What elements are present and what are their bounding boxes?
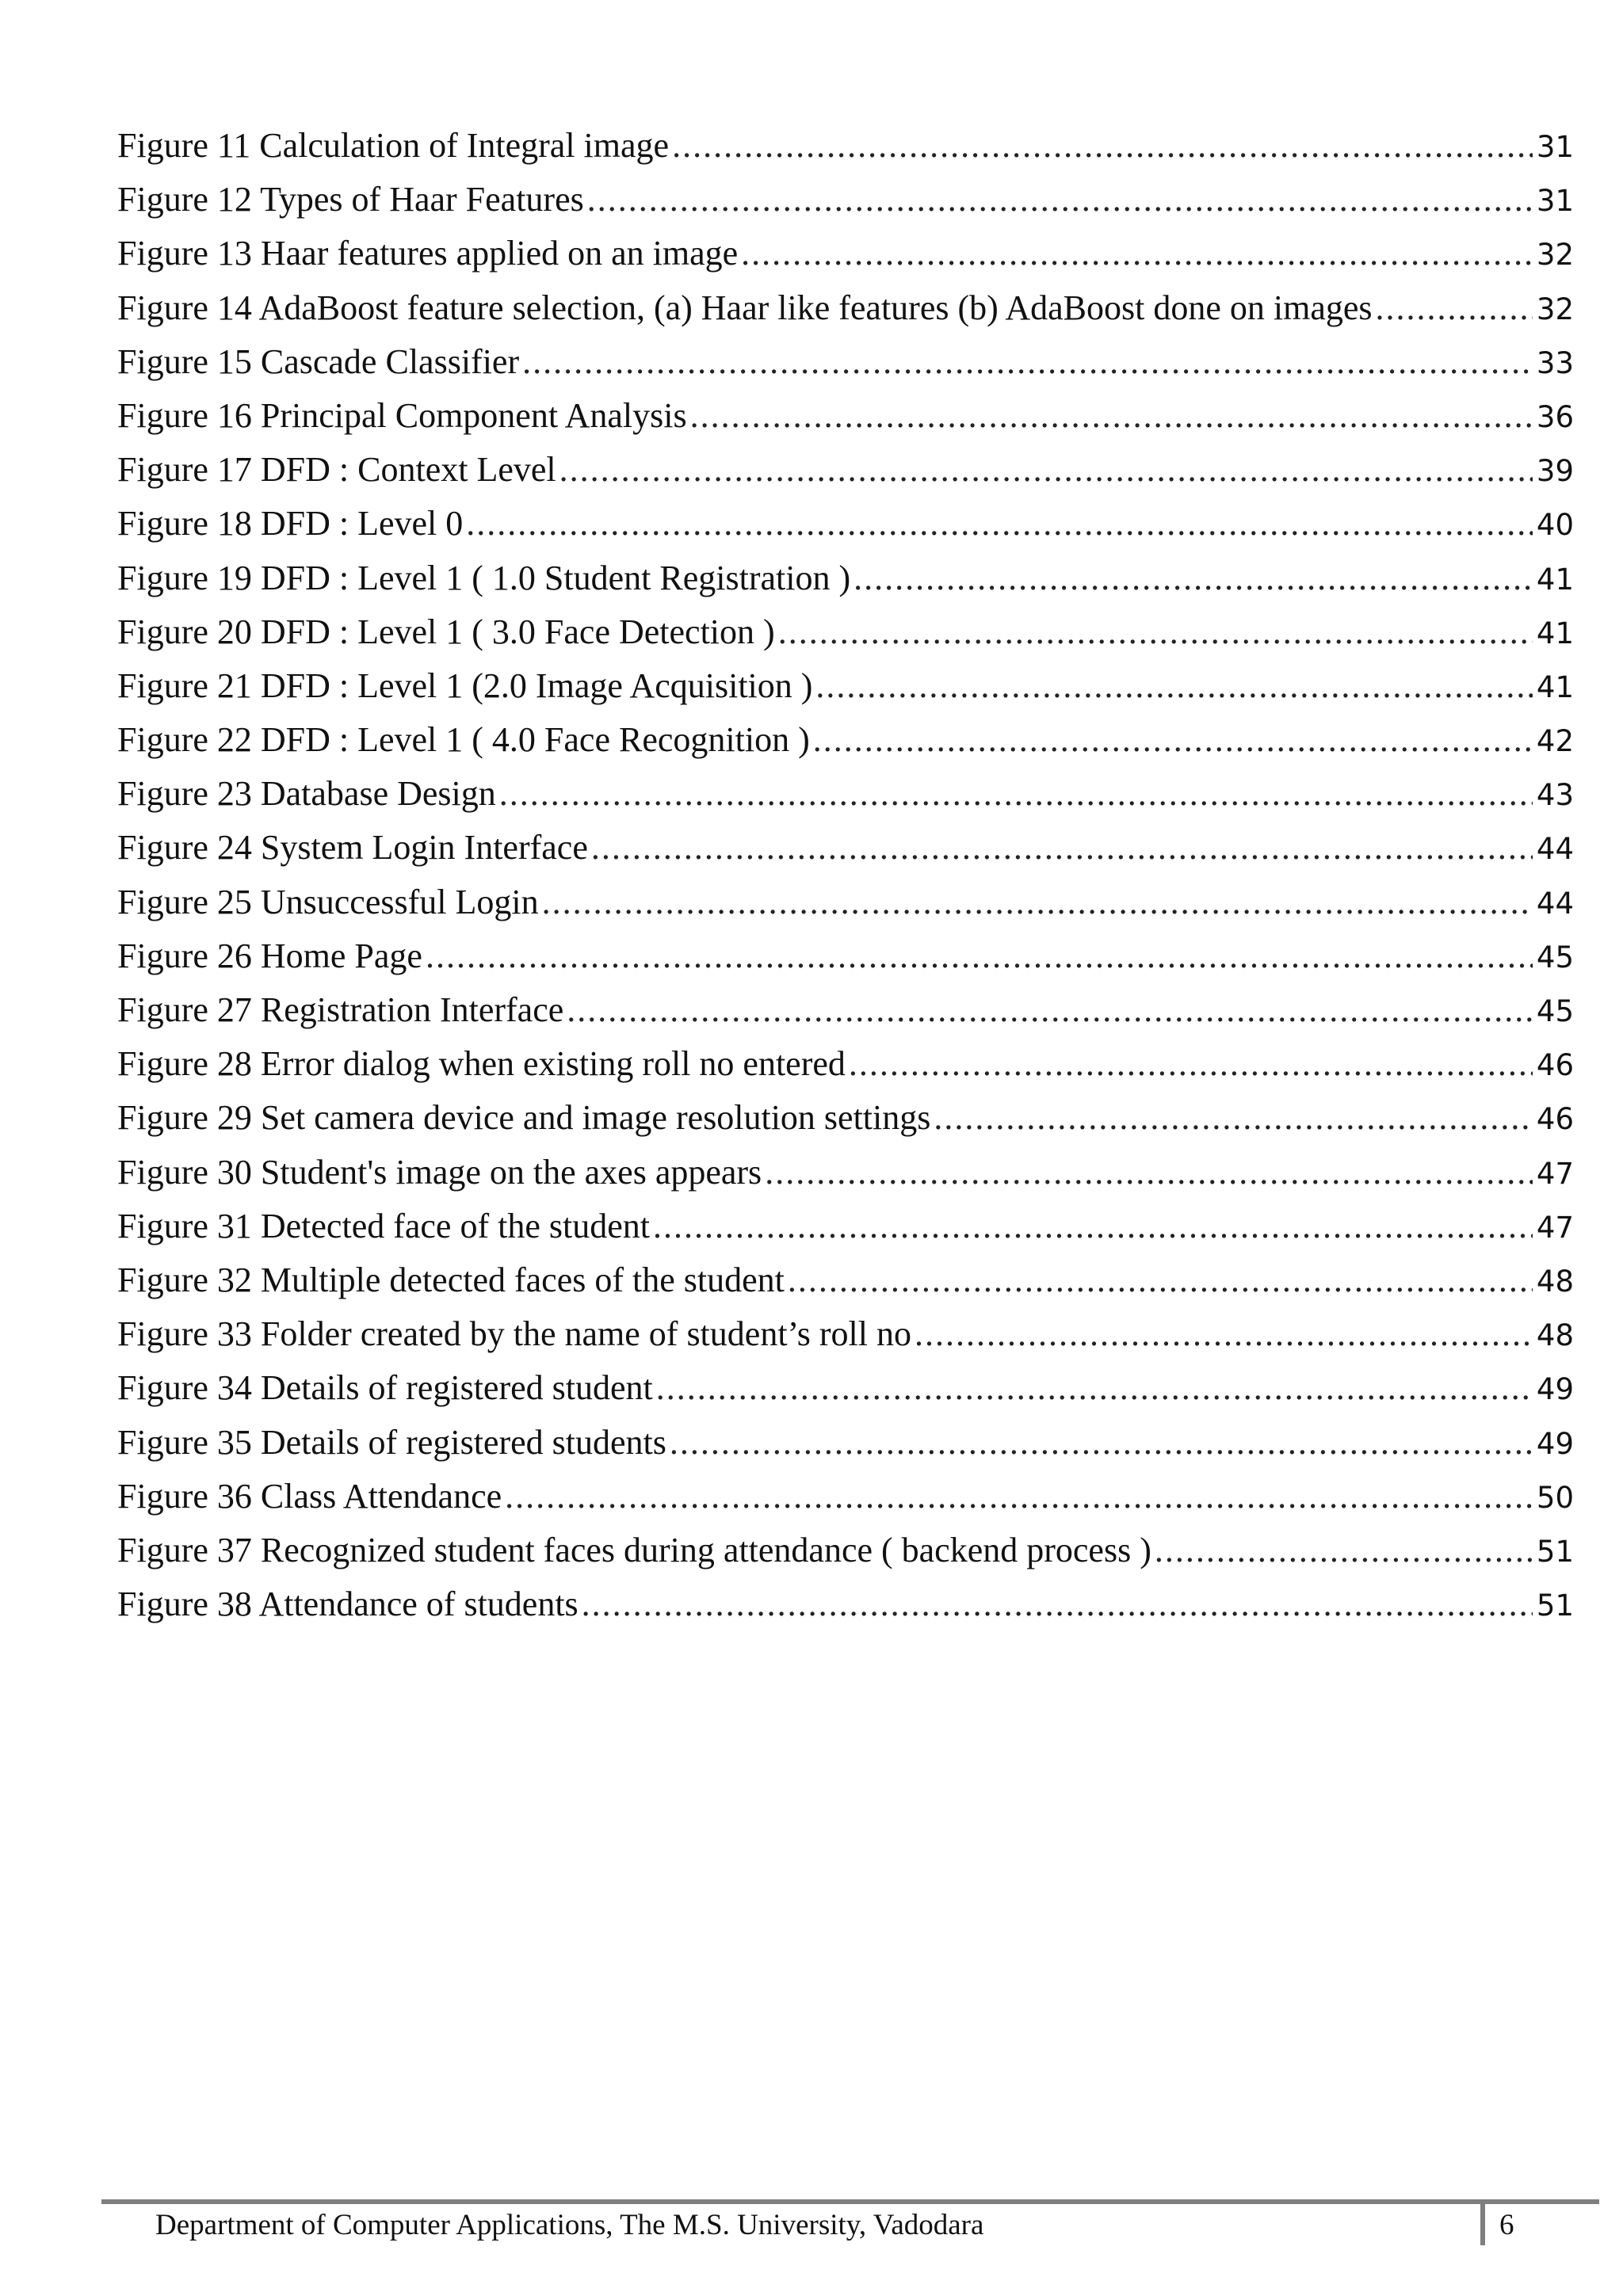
list-item[interactable] [117, 119, 1574, 173]
dot-leader [778, 605, 1533, 659]
dot-leader [854, 551, 1533, 605]
dot-leader [690, 389, 1533, 443]
entry-title: Figure 17 DFD : Context Level [117, 450, 556, 490]
dot-leader [670, 1416, 1533, 1470]
entry-page-number: 48 [1536, 1264, 1574, 1299]
list-item[interactable] [117, 389, 1574, 443]
entry-page-number: 36 [1536, 399, 1574, 434]
footer-page-number: 6 [1499, 2209, 1514, 2241]
entry-page-number: 31 [1536, 130, 1574, 164]
entry-page-number: 42 [1536, 724, 1574, 759]
entry-title: Figure 18 DFD : Level 0 [117, 504, 464, 543]
dot-leader [813, 713, 1533, 767]
list-item[interactable] [117, 1091, 1574, 1145]
entry-title: Figure 37 Recognized student faces during attendance ( backend process ) [117, 1530, 1151, 1569]
dot-leader [587, 173, 1533, 227]
entry-page-number: 49 [1536, 1426, 1574, 1461]
entry-page-number: 43 [1536, 778, 1574, 813]
entry-page-number: 45 [1536, 940, 1574, 974]
footer-page-separator [1480, 2204, 1485, 2245]
entry-title: Figure 35 Details of registered students [117, 1422, 666, 1462]
entry-title: Figure 21 DFD : Level 1 (2.0 Image Acquisition ) [117, 666, 813, 705]
list-item[interactable] [117, 821, 1574, 875]
entry-title: Figure 19 DFD : Level 1 ( 1.0 Student Registration ) [117, 558, 851, 597]
entry-title: Figure 34 Details of registered student [117, 1368, 653, 1408]
footer-text: Department of Computer Applications, The M.S. University, Vadodara [155, 2209, 984, 2241]
list-item[interactable] [117, 497, 1574, 551]
entry-page-number: 32 [1536, 292, 1574, 326]
entry-page-number: 41 [1536, 616, 1574, 650]
entry-page-number: 51 [1536, 1534, 1574, 1569]
list-item[interactable] [117, 443, 1574, 497]
entry-title: Figure 22 DFD : Level 1 ( 4.0 Face Recognition ) [117, 720, 810, 760]
dot-leader [741, 227, 1533, 280]
dot-leader [559, 443, 1533, 497]
entry-page-number: 39 [1536, 454, 1574, 489]
dot-leader [788, 1253, 1533, 1307]
entry-page-number: 41 [1536, 669, 1574, 704]
entry-page-number: 49 [1536, 1372, 1574, 1407]
dot-leader [582, 1577, 1533, 1631]
entry-page-number: 44 [1536, 886, 1574, 921]
dot-leader [653, 1199, 1533, 1253]
list-item[interactable] [117, 713, 1574, 767]
list-item[interactable] [117, 875, 1574, 929]
dot-leader [1155, 1524, 1533, 1577]
list-item[interactable] [117, 1199, 1574, 1253]
entry-page-number: 45 [1536, 994, 1574, 1028]
entry-title: Figure 24 System Login Interface [117, 828, 588, 868]
entry-page-number: 32 [1536, 238, 1574, 273]
dot-leader [591, 821, 1533, 875]
list-of-figures [117, 119, 1574, 1631]
dot-leader [499, 767, 1533, 821]
list-item[interactable] [117, 1470, 1574, 1524]
entry-page-number: 47 [1536, 1156, 1574, 1191]
dot-leader [815, 659, 1533, 713]
list-item[interactable] [117, 1037, 1574, 1091]
list-item[interactable] [117, 1146, 1574, 1199]
dot-leader [915, 1307, 1533, 1361]
dot-leader [849, 1037, 1533, 1091]
dot-leader [426, 929, 1533, 983]
list-item[interactable] [117, 227, 1574, 280]
entry-page-number: 44 [1536, 832, 1574, 867]
entry-title: Figure 13 Haar features applied on an image [117, 234, 739, 273]
entry-page-number: 51 [1536, 1589, 1574, 1623]
entry-page-number: 41 [1536, 562, 1574, 597]
dot-leader [522, 335, 1533, 389]
entry-title: Figure 31 Detected face of the student [117, 1206, 650, 1245]
entry-title: Figure 27 Registration Interface [117, 990, 564, 1029]
dot-leader [934, 1091, 1533, 1145]
entry-page-number: 40 [1536, 508, 1574, 543]
entry-title: Figure 23 Database Design [117, 774, 496, 814]
entry-title: Figure 33 Folder created by the name of student’s roll no [117, 1314, 911, 1354]
dot-leader [656, 1361, 1533, 1415]
dot-leader [765, 1146, 1533, 1199]
entry-title: Figure 38 Attendance of students [117, 1585, 579, 1624]
dot-leader [672, 119, 1533, 173]
footer-rule [101, 2199, 1599, 2204]
entry-title: Figure 11 Calculation of Integral image [117, 126, 670, 165]
list-item[interactable] [117, 551, 1574, 605]
dot-leader [542, 875, 1533, 929]
list-item[interactable] [117, 1361, 1574, 1415]
entry-title: Figure 28 Error dialog when existing roll no entered [117, 1044, 846, 1084]
entry-page-number: 31 [1536, 184, 1574, 219]
list-item[interactable] [117, 173, 1574, 227]
entry-title: Figure 15 Cascade Classifier [117, 341, 520, 381]
entry-title: Figure 36 Class Attendance [117, 1476, 502, 1516]
dot-leader [505, 1470, 1533, 1524]
list-item[interactable] [117, 1253, 1574, 1307]
dot-leader [567, 983, 1533, 1037]
entry-page-number: 47 [1536, 1210, 1574, 1245]
list-item[interactable] [117, 281, 1574, 335]
entry-page-number: 50 [1536, 1480, 1574, 1515]
list-item[interactable] [117, 605, 1574, 659]
entry-title: Figure 26 Home Page [117, 936, 422, 975]
dot-leader [1376, 281, 1533, 335]
dot-leader [466, 497, 1533, 551]
entry-page-number: 46 [1536, 1102, 1574, 1137]
entry-title: Figure 12 Types of Haar Features [117, 180, 584, 219]
list-item[interactable] [117, 1577, 1574, 1631]
entry-page-number: 48 [1536, 1318, 1574, 1353]
entry-title: Figure 20 DFD : Level 1 ( 3.0 Face Detection ) [117, 612, 775, 651]
entry-page-number: 46 [1536, 1048, 1574, 1083]
list-item[interactable] [117, 1416, 1574, 1470]
entry-title: Figure 16 Principal Component Analysis [117, 395, 687, 435]
entry-title: Figure 29 Set camera device and image resolution settings [117, 1098, 931, 1138]
list-item[interactable] [117, 1524, 1574, 1577]
entry-title: Figure 14 AdaBoost feature selection, (a) Haar like features (b) AdaBoost done on images [117, 288, 1373, 327]
list-item[interactable] [117, 929, 1574, 983]
list-item[interactable] [117, 767, 1574, 821]
entry-title: Figure 30 Student's image on the axes appears [117, 1152, 762, 1192]
list-item[interactable] [117, 659, 1574, 713]
entry-title: Figure 25 Unsuccessful Login [117, 882, 539, 921]
entry-title: Figure 32 Multiple detected faces of the student [117, 1260, 785, 1299]
list-item[interactable] [117, 983, 1574, 1037]
list-item[interactable] [117, 1307, 1574, 1361]
list-item[interactable] [117, 335, 1574, 389]
entry-page-number: 33 [1536, 345, 1574, 380]
